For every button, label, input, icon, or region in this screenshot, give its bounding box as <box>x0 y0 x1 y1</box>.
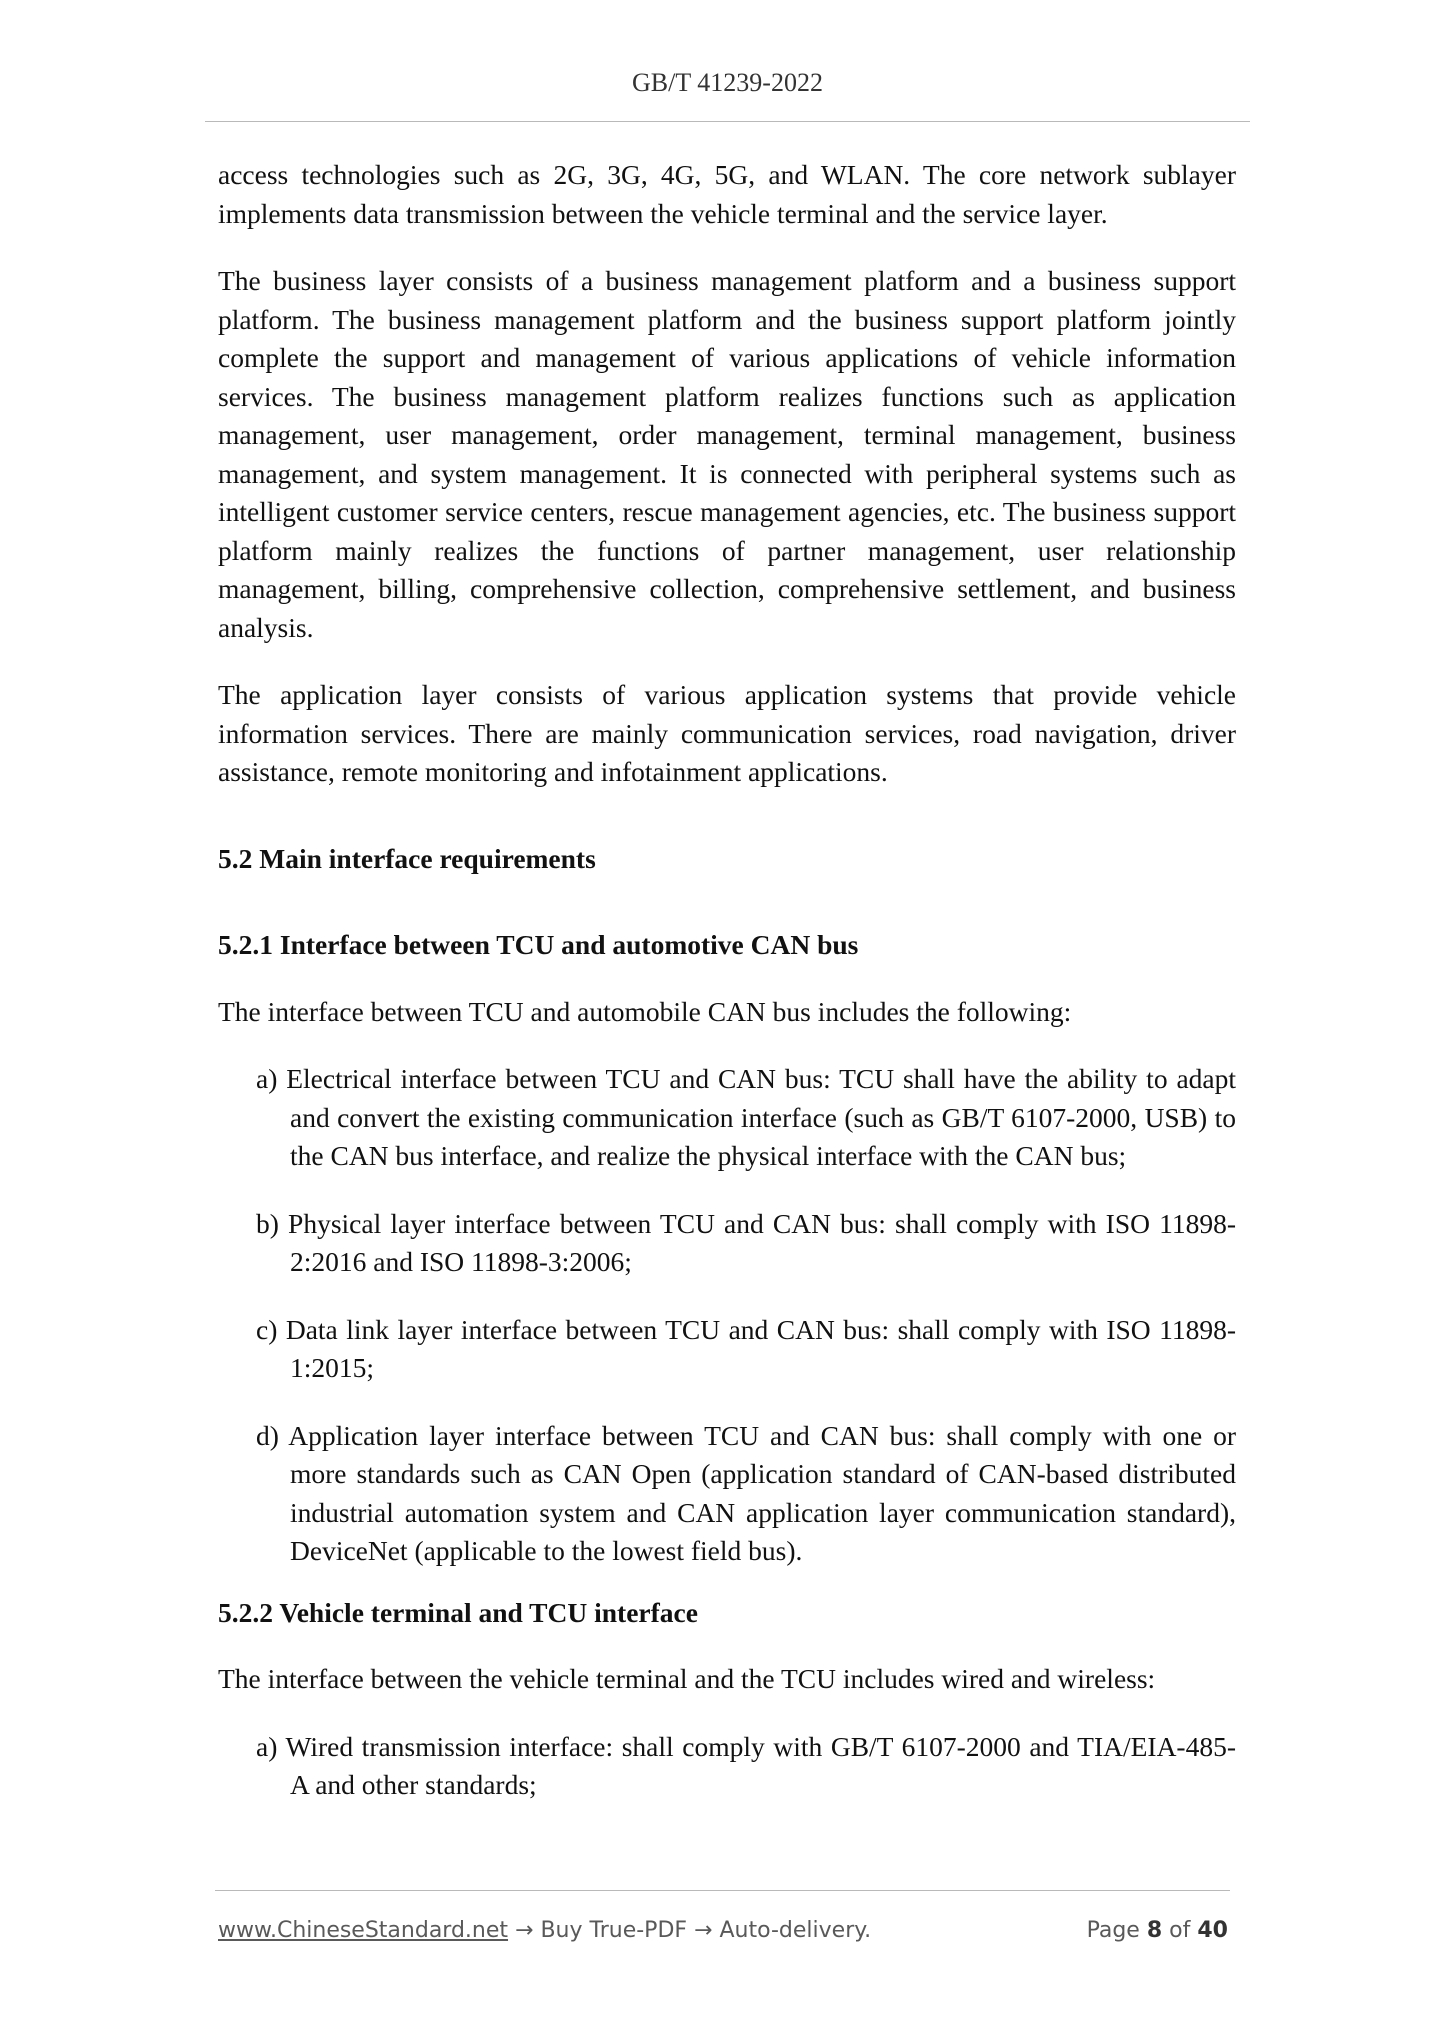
list-item-tcu-a: a) Wired transmission interface: shall comply with GB/T 6107-2000 and TIA/EIA-485-A and other standards; <box>256 1730 1236 1800</box>
section-heading-5-2-2: 5.2.2 Vehicle terminal and TCU interface <box>218 1596 698 1628</box>
arrow-right-icon: → <box>515 1918 534 1943</box>
list-item-can-a: a) Electrical interface between TCU and CAN bus: TCU shall have the ability to adapt and convert the existing communication interface (such as GB/T 6107-2000, USB) to the CAN bus interface, and realize the physical interface with the CAN bus; <box>256 1063 1236 1171</box>
list-item-can-b: b) Physical layer interface between TCU and CAN bus: shall comply with ISO 11898-2:2016 and ISO 11898-3:2006; <box>256 1207 1236 1277</box>
auto-delivery-text: Auto-delivery. <box>719 1918 872 1943</box>
paragraph-application-layer: The application layer consists of various application systems that provide vehicle information services. There are mainly communication services, road navigation, driver assistance, remote monitoring and infotainment applications. <box>218 679 1236 787</box>
arrow-right-icon: → <box>694 1918 713 1943</box>
page-label: Page <box>1086 1918 1140 1943</box>
of-label: of <box>1169 1918 1191 1943</box>
list-item-can-d: d) Application layer interface between TCU and CAN bus: shall comply with one or more standards such as CAN Open (application standard of CAN-based distributed industrial automation system and CAN application layer communication standard), DeviceNet (applicable to the lowest field bus). <box>256 1419 1236 1566</box>
paragraph-access-technologies: access technologies such as 2G, 3G, 4G, 5G, and WLAN. The core network sublayer implements data transmission between the vehicle terminal and the service layer. <box>218 159 1236 229</box>
section-heading-5-2-1: 5.2.1 Interface between TCU and automotive CAN bus <box>218 929 859 960</box>
list-item-can-c: c) Data link layer interface between TCU and CAN bus: shall comply with ISO 11898-1:2015; <box>256 1313 1236 1383</box>
buy-true-pdf-text: Buy True-PDF <box>540 1918 688 1943</box>
section-heading-5-2: 5.2 Main interface requirements <box>218 842 596 874</box>
paragraph-can-intro: The interface between TCU and automobile CAN bus includes the following: <box>218 995 1072 1027</box>
header-divider <box>205 121 1250 122</box>
footer-divider <box>215 1890 1230 1891</box>
paragraph-tcu-intro: The interface between the vehicle terminal and the TCU includes wired and wireless: <box>218 1663 1156 1694</box>
website-link[interactable]: www.ChineseStandard.net <box>218 1918 509 1943</box>
current-page-number: 8 <box>1146 1918 1163 1943</box>
page-number <box>1087 1918 1228 1943</box>
document-body <box>218 156 1236 1834</box>
total-page-number: 40 <box>1197 1918 1228 1943</box>
page-header-title: GB/T 41239-2022 <box>632 68 823 97</box>
footer-promo <box>218 1918 871 1943</box>
paragraph-business-layer: The business layer consists of a business management platform and a business support platform. The business management platform and the business support platform jointly complete the support and management of various applications of vehicle information services. The business management platform realizes functions such as application management, user management, order management, terminal management, business management, and system management. It is connected with peripheral systems such as intelligent customer service centers, rescue management agencies, etc. The business support platform mainly realizes the functions of partner management, user relationship management, billing, comprehensive collection, comprehensive settlement, and business analysis. <box>218 265 1236 643</box>
